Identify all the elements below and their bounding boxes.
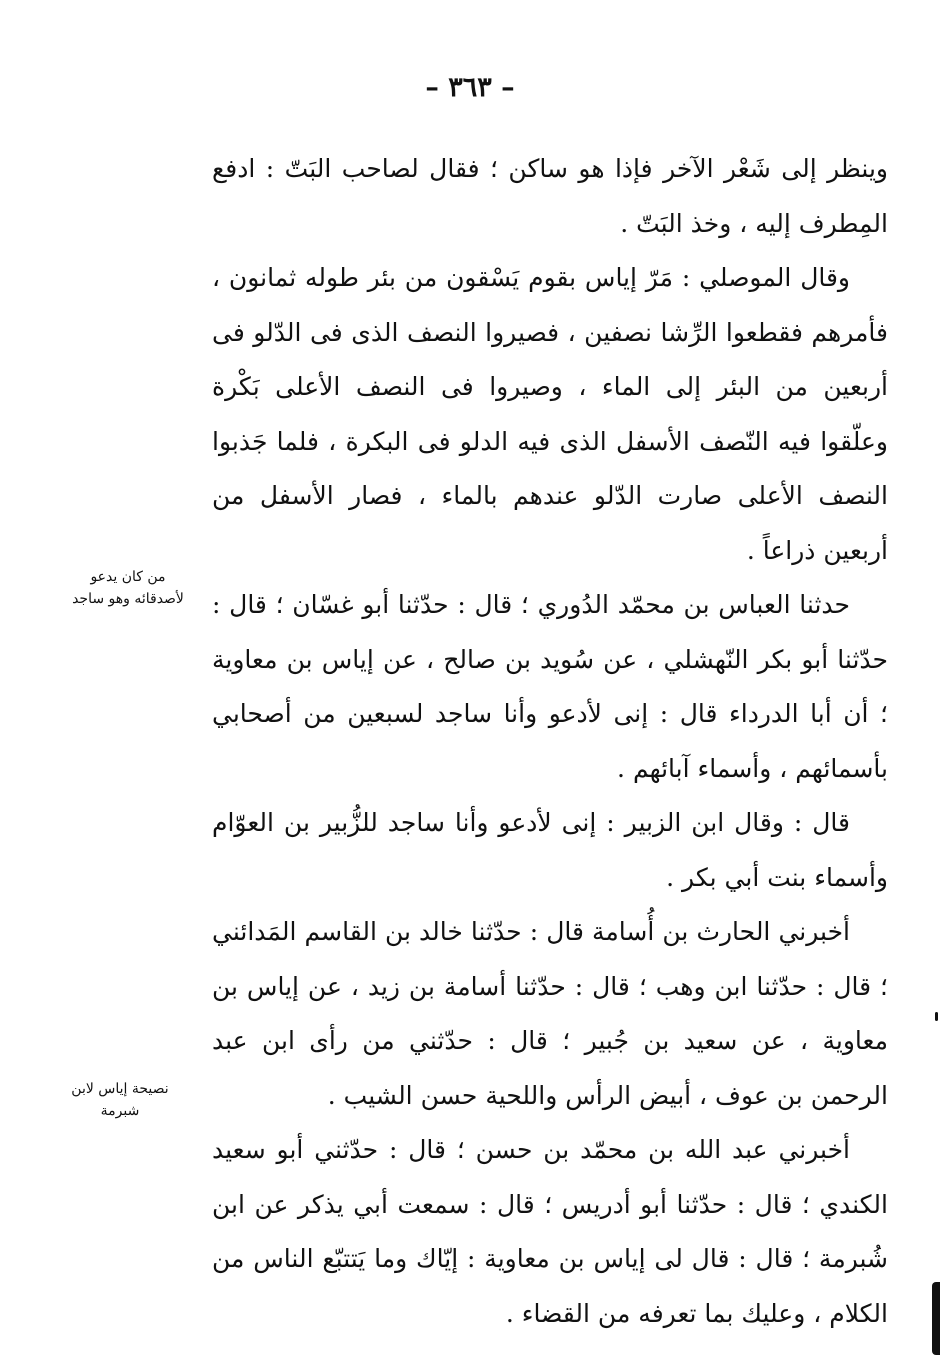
paragraph-6: أخبرني عبد الله بن محمّد بن حسن ؛ قال : حدّثني أبو سعيد الكندي ؛ قال : حدّثنا أبو أدريس ؛ قال : سمعت أبي يذكر عن ابن شُبرمة ؛ قال : قال لى إياس بن معاوية : إيّاك وما يَتتبّع الناس من الكلام ، وعليك بما تعرفه من القضاء .	[212, 1135, 888, 1328]
margin-note-2: نصيحة إياس لابن شبرمة	[71, 1081, 169, 1119]
scan-edge-mark	[932, 1282, 940, 1355]
scan-speck	[935, 1012, 938, 1021]
paragraph-2: وقال الموصلي : مَرّ إياس بقوم يَسْقون من بئر طوله ثمانون ، فأمرهم فقطعوا الرِّشا نصفين ، فصيروا النصف الذى فى الدّلو فى أربعين من البئر إلى الماء ، وصيروا فى النصف الأعلى بَكْرة وعلّقوا فيه النّصف الأسفل الذى فيه الدلو فى البكرة ، فلما جَذبوا النصف الأعلى صارت الدّلو عندهم بالماء ، فصار الأسفل من أربعين ذراعاً .	[212, 263, 888, 565]
paragraph-1: وينظر إلى شَعْر الآخر فإذا هو ساكن ؛ فقال لصاحب البَتّ : ادفع المِطرف إليه ، وخذ البَتّ .	[212, 154, 888, 238]
margin-note-1: من كان يدعو لأصدقائه وهو ساجد	[72, 569, 184, 607]
page-body	[212, 142, 888, 1341]
paragraph-4: قال : وقال ابن الزبير : إنى لأدعو وأنا ساجد للزُّبير بن العوّام وأسماء بنت أبي بكر .	[212, 808, 888, 892]
paragraph-5: أخبرني الحارث بن أُسامة قال : حدّثنا خالد بن القاسم المَدائني ؛ قال : حدّثنا ابن وهب ؛ قال : حدّثنا أسامة بن زيد ، عن إياس بن معاوية ، عن سعيد بن جُبير ؛ قال : حدّثني من رأى ابن عبد الرحمن بن عوف ، أبيض الرأس واللحية حسن الشيب .	[212, 917, 888, 1110]
page-number: – ٣٦٣ –	[425, 72, 515, 103]
paragraph-3: حدثنا العباس بن محمّد الدُوري ؛ قال : حدّثنا أبو غسّان ؛ قال : حدّثنا أبو بكر النّهشلي ، عن سُويد بن صالح ، عن إياس بن معاوية ؛ أن أبا الدرداء قال : إنى لأدعو وأنا ساجد لسبعين من أصحابي بأسمائهم ، وأسماء آبائهم .	[212, 590, 888, 783]
